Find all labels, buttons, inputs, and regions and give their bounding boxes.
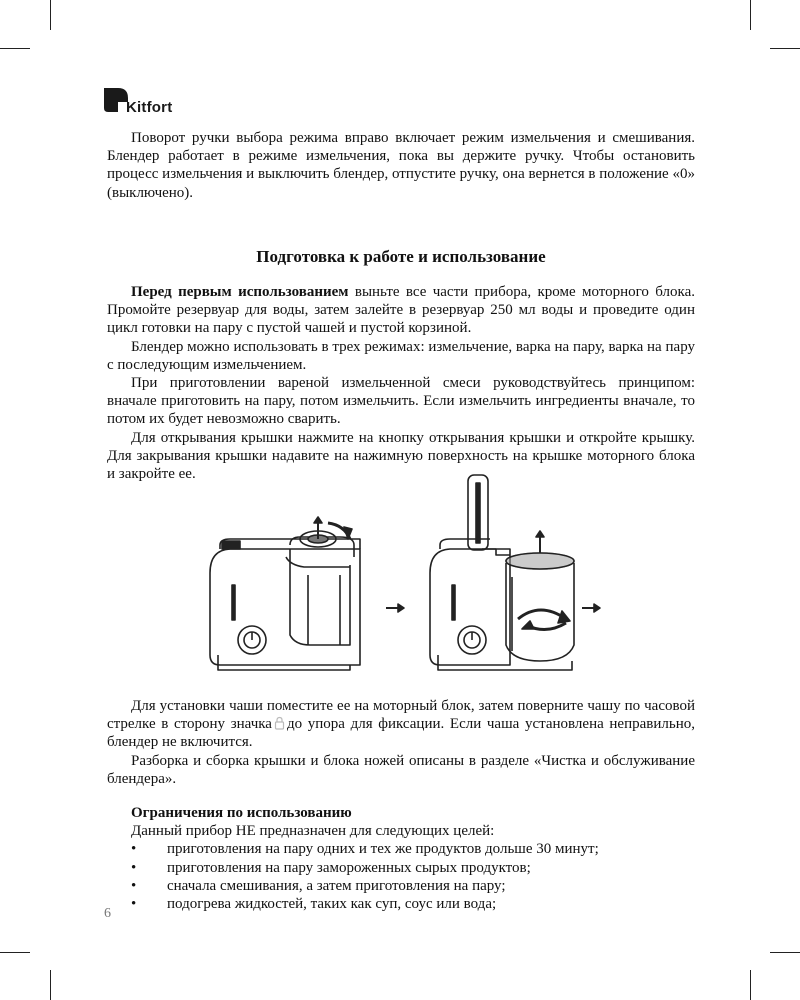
limits-title: Ограничения по использованию <box>131 805 352 822</box>
spacer <box>107 788 695 804</box>
crop-mark <box>50 970 51 1000</box>
crop-mark <box>0 952 30 953</box>
paragraph-first-use <box>107 283 695 338</box>
blender-open-diagram <box>430 475 574 670</box>
bullet: • <box>131 859 137 876</box>
crop-mark <box>770 952 800 953</box>
crop-mark <box>750 970 751 1000</box>
paragraph-disassembly: Разборка и сборка крышки и блока ножей описаны в разделе «Чистка и обслуживание блендера». <box>107 752 695 787</box>
list-item: • приготовления на пару замороженных сырых продуктов; <box>131 859 531 876</box>
first-use-text: выньте все части прибора, кроме моторного блока. Промойте резервуар для воды, затем залейте в резервуар 250 мл воды и проведите один цикл готовки на пару с пустой чашей и пустой корзиной. <box>107 284 695 337</box>
bullet: • <box>131 877 137 894</box>
blender-closed-diagram <box>210 517 360 670</box>
crop-mark <box>50 0 51 30</box>
limits-lead: Данный прибор НЕ предназначен для следующих целей: <box>131 823 495 840</box>
section-body <box>107 283 695 483</box>
section-heading: Подготовка к работе и использование <box>256 247 546 266</box>
limits-list <box>107 840 695 913</box>
paragraph-modes: Блендер можно использовать в трех режимах: измельчение, варка на пару, варка на пару с последующим измельчением. <box>107 338 695 373</box>
bullet: • <box>131 841 137 858</box>
bullet: • <box>131 896 137 913</box>
blender-illustration <box>200 465 620 680</box>
paragraph-bowl-install: Для установки чаши поместите ее на моторный блок, затем поверните чашу по часовой стрелке в сторону значка до упора для фиксации. Если чаша установлена неправильно, блендер не включится. <box>107 698 695 751</box>
after-figure-block <box>107 697 695 913</box>
first-use-emphasis: Перед первым использованием <box>131 284 349 300</box>
right-arrow-icon <box>386 604 404 612</box>
page-number: 6 <box>104 906 111 921</box>
crop-mark <box>770 48 800 49</box>
paragraph-lid: Для открывания крышки нажмите на кнопку открывания крышки и откройте крышку. Для закрывания крышки надавите на нажимную поверхность на крышке моторного блока и закройте ее. <box>107 429 695 483</box>
intro-paragraph: Поворот ручки выбора режима вправо включает режим измельчения и смешивания. Блендер работает в режиме измельчения, пока вы держите ручку. Чтобы остановить процесс измельчения и выключить блендер, отпустите ручку, она вернется в положение «0» (выключено). <box>107 130 695 201</box>
crop-mark <box>0 48 30 49</box>
brand-name: Kitfort <box>126 99 173 116</box>
intro-block <box>107 129 695 202</box>
list-item: • приготовления на пару одних и тех же продуктов дольше 30 минут; <box>131 841 599 858</box>
list-item: • подогрева жидкостей, таких как суп, соус или вода; <box>131 896 497 913</box>
lock-icon <box>274 716 285 730</box>
right-arrow-icon <box>582 604 600 612</box>
paragraph-principle: При приготовлении вареной измельченной смеси руководствуйтесь принципом: вначале приготовить на пару, потом измельчить. Если измельчить ингредиенты вначале, то потом их будет невозможно сварить. <box>107 375 695 428</box>
crop-mark <box>750 0 751 30</box>
list-item: • сначала смешивания, а затем приготовления на пару; <box>131 877 506 894</box>
kitfort-logo-icon <box>104 88 128 112</box>
